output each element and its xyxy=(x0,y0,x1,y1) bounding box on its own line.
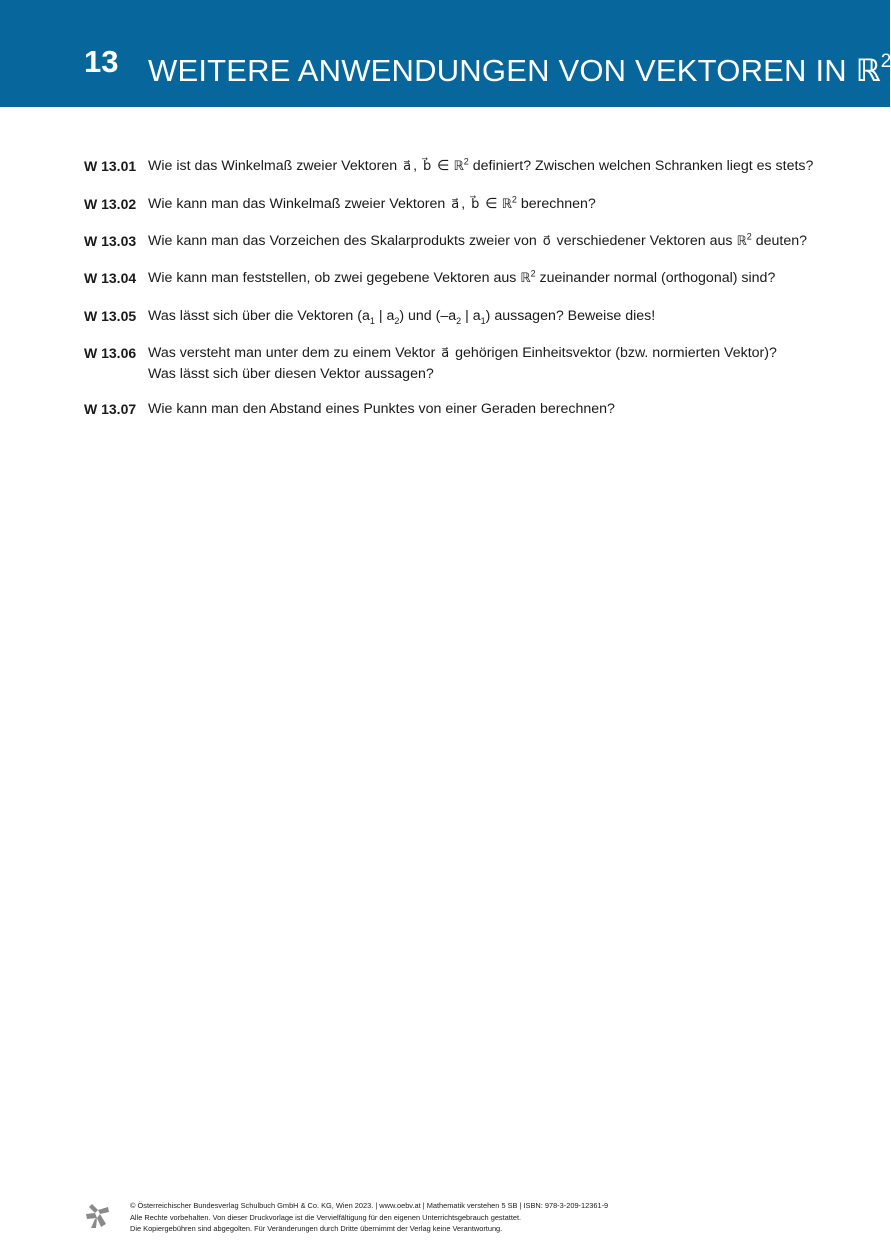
question-label: W 13.01 xyxy=(84,158,137,174)
exponent: 2 xyxy=(511,194,517,205)
real-numbers-symbol: ℝ xyxy=(520,271,531,286)
zero-vector-symbol: o⃗ xyxy=(542,234,551,249)
question-line xyxy=(148,231,828,252)
question-line xyxy=(148,268,828,289)
vector-a-symbol: a⃗ xyxy=(451,197,460,212)
question-text xyxy=(148,194,828,215)
question-label: W 13.06 xyxy=(84,345,137,361)
question-line xyxy=(148,343,828,364)
text-part: Was lässt sich über die Vektoren (a xyxy=(148,308,370,324)
chapter-header-band xyxy=(0,0,890,107)
subscript: 2 xyxy=(394,315,400,326)
vector-b-symbol: b⃗ xyxy=(422,159,432,174)
question-label: W 13.04 xyxy=(84,270,137,286)
separator: , xyxy=(413,158,421,174)
text-part: ) und (–a xyxy=(399,308,457,324)
separator: , xyxy=(461,196,470,212)
rights-line: Alle Rechte vorbehalten. Von dieser Druckvorlage ist die Vervielfältigung für den eigenen Unterrichtsgebrauch gestattet. xyxy=(130,1212,522,1222)
fees-line: Die Kopiergebühren sind abgegolten. Für Veränderungen durch Dritte übernimmt der Verlag keine Verantwortung. xyxy=(130,1224,503,1233)
real-numbers-symbol: ℝ xyxy=(453,159,464,174)
real-numbers-symbol: ℝ xyxy=(501,197,512,212)
text-part: gehörigen Einheitsvektor (bzw. normierten Vektor)? xyxy=(451,345,777,361)
text-part: Wie kann man das Vorzeichen des Skalarprodukts zweier von xyxy=(148,233,541,249)
copyright-notice xyxy=(130,1200,608,1235)
vector-a-symbol: a⃗ xyxy=(441,346,450,361)
question-line xyxy=(148,156,828,177)
question-label: W 13.02 xyxy=(84,196,137,212)
subscript: 2 xyxy=(456,315,462,326)
text-part: deuten? xyxy=(751,233,807,249)
text-part: Wie kann man das Winkelmaß zweier Vektoren xyxy=(148,196,450,212)
exponent: 2 xyxy=(530,268,536,279)
text-part: | a xyxy=(461,308,481,324)
question-line xyxy=(148,399,828,419)
text-part: | a xyxy=(374,308,395,324)
subscript: 1 xyxy=(369,315,375,326)
exponent: 2 xyxy=(746,231,752,242)
question-line xyxy=(148,194,828,215)
text-part: berechnen? xyxy=(516,196,596,212)
question-line: Was lässt sich über diesen Vektor aussagen? xyxy=(148,366,434,382)
question-label: W 13.05 xyxy=(84,308,137,324)
text-part: ) aussagen? Beweise dies! xyxy=(485,308,656,324)
text-part: Wie ist das Winkelmaß zweier Vektoren xyxy=(148,158,402,174)
real-numbers-symbol: ℝ xyxy=(855,53,881,89)
text-part: definiert? Zwischen welchen Schranken liegt es stets? xyxy=(468,158,814,174)
title-exponent: 2 xyxy=(880,51,891,72)
text-part: Wie kann man feststellen, ob zwei gegebene Vektoren aus xyxy=(148,270,521,286)
chapter-title xyxy=(148,44,891,89)
exponent: 2 xyxy=(463,156,469,167)
question-text xyxy=(148,343,828,384)
subscript: 1 xyxy=(480,315,486,326)
question-label: W 13.07 xyxy=(84,401,137,417)
question-text xyxy=(148,268,828,289)
element-of-symbol: ∈ xyxy=(481,196,502,212)
real-numbers-symbol: ℝ xyxy=(736,234,747,249)
vector-a-symbol: a⃗ xyxy=(403,159,412,174)
question-text xyxy=(148,399,828,419)
question-text xyxy=(148,156,828,177)
text-part: zueinander normal (orthogonal) sind? xyxy=(535,270,776,286)
copyright-line: © Österreichischer Bundesverlag Schulbuch GmbH & Co. KG, Wien 2023. | www.oebv.at | Mathematik verstehen 5 SB | ISBN: 978-3-209-12361-9 xyxy=(130,1201,609,1210)
text-part: verschiedener Vektoren aus xyxy=(552,233,737,249)
chapter-number: 13 xyxy=(84,44,119,79)
question-line xyxy=(148,306,828,326)
question-text xyxy=(148,231,828,252)
text-part: Was versteht man unter dem zu einem Vektor xyxy=(148,345,440,361)
publisher-logo-icon xyxy=(84,1202,112,1230)
chapter-title-text: WEITERE ANWENDUNGEN VON VEKTOREN IN xyxy=(148,53,856,88)
vector-b-symbol: b⃗ xyxy=(471,197,480,212)
text-part: Wie kann man den Abstand eines Punktes von einer Geraden berechnen? xyxy=(148,401,615,417)
element-of-symbol: ∈ xyxy=(433,158,454,174)
question-text xyxy=(148,306,828,326)
question-label: W 13.03 xyxy=(84,233,137,249)
